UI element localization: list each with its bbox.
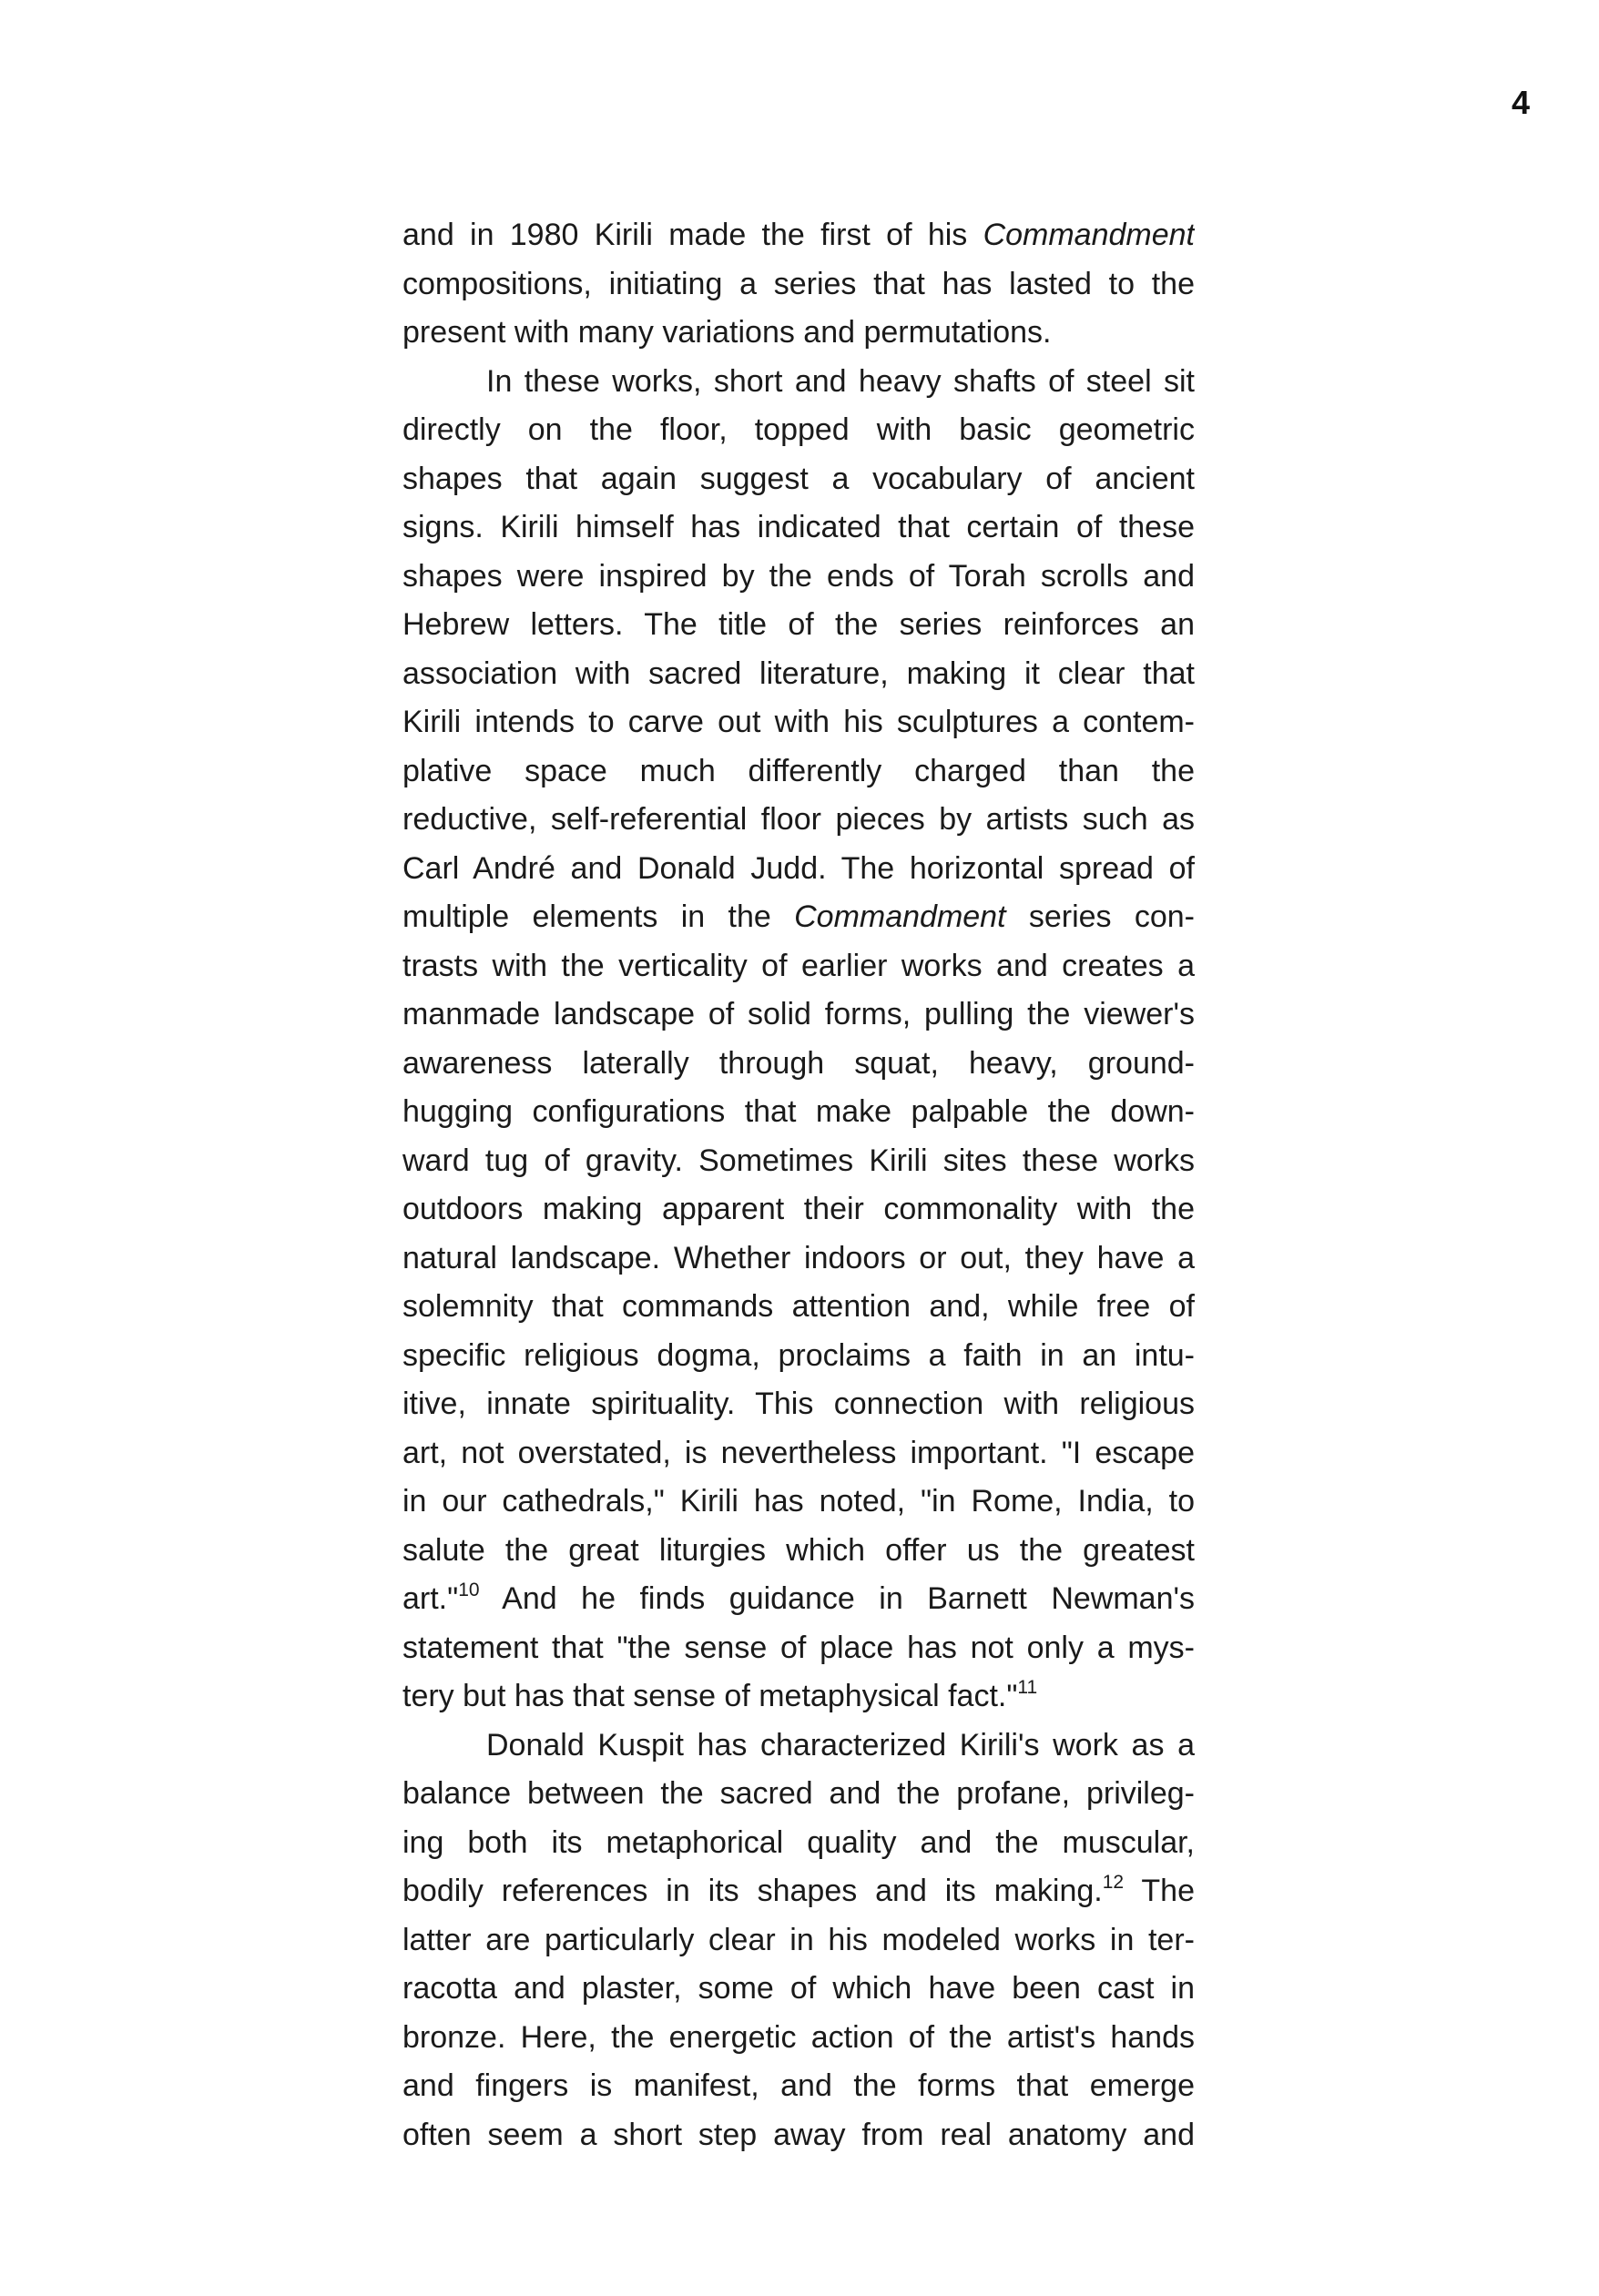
- text-line: [402, 1672, 1195, 1722]
- text-run: association with sacred literature, making it clear that: [402, 655, 1195, 691]
- text-run: manmade landscape of solid forms, pulling the viewer's: [402, 997, 1195, 1031]
- text-line: [402, 1283, 1195, 1332]
- text-line: [402, 1527, 1195, 1576]
- text-run: shapes that again suggest a vocabulary of ancient: [402, 461, 1195, 496]
- text-run: bodily references in its shapes and its making.: [402, 1874, 1103, 1908]
- text-line: [402, 1332, 1195, 1381]
- text-run: racotta and plaster, some of which have been cast in: [402, 1971, 1195, 2006]
- text-line: [402, 1185, 1195, 1234]
- text-run: outdoors making apparent their commonality with the: [402, 1192, 1195, 1226]
- text-line: [402, 1088, 1195, 1137]
- text-run: And he finds guidance in Barnett Newman's: [479, 1581, 1195, 1616]
- text-line: [402, 1722, 1195, 1771]
- text-line: [402, 893, 1195, 942]
- text-run: compositions, initiating a series that has lasted to the: [402, 266, 1195, 301]
- text-line: [402, 455, 1195, 504]
- text-line: [402, 2014, 1195, 2063]
- text-run: itive, innate spirituality. This connection with religious: [402, 1387, 1195, 1421]
- text-line: [402, 2062, 1195, 2111]
- italic-title: Commandment: [983, 218, 1195, 252]
- text-run: In these works, short and heavy shafts of steel sit: [486, 363, 1195, 399]
- text-line: [402, 1624, 1195, 1673]
- text-run: Donald Kuspit has characterized Kirili's work as a: [486, 1727, 1195, 1763]
- text-run: multiple elements in the: [402, 899, 795, 934]
- text-line: [402, 553, 1195, 602]
- text-run: ward tug of gravity. Sometimes Kirili sites these works: [402, 1143, 1195, 1178]
- text-line: [402, 601, 1195, 650]
- page-number: 4: [1512, 84, 1531, 121]
- text-run: plative space much differently charged than the: [402, 753, 1195, 788]
- text-run: and in 1980 Kirili made the first of his: [402, 218, 983, 252]
- text-run: ing both its metaphorical quality and the muscular,: [402, 1824, 1195, 1860]
- text-run: hugging configurations that make palpable the down-: [402, 1094, 1195, 1129]
- text-run: bronze. Here, the energetic action of the artist's hands: [402, 2019, 1195, 2055]
- text-run: Kirili intends to carve out with his sculptures a contem-: [402, 705, 1195, 739]
- text-run: specific religious dogma, proclaims a faith in an intu-: [402, 1337, 1195, 1373]
- text-line: [402, 991, 1195, 1040]
- italic-title: Commandment: [794, 899, 1006, 934]
- text-line: [402, 406, 1195, 455]
- text-run: art.": [402, 1581, 459, 1616]
- text-run: solemnity that commands attention and, while free of: [402, 1289, 1195, 1324]
- footnote-ref: 12: [1102, 1872, 1125, 1893]
- text-line: [402, 211, 1195, 260]
- text-line: [402, 747, 1195, 797]
- text-line: [402, 1965, 1195, 2014]
- text-line: [402, 1380, 1195, 1429]
- text-run: balance between the sacred and the profane, privileg-: [402, 1776, 1195, 1811]
- text-run: latter are particularly clear in his modeled works in ter-: [402, 1922, 1195, 1957]
- body-text: [402, 211, 1195, 2159]
- text-run: The: [1124, 1874, 1195, 1908]
- text-line: [402, 309, 1195, 358]
- text-line: [402, 1916, 1195, 1966]
- text-run: and fingers is manifest, and the forms that emerge: [402, 2068, 1195, 2103]
- text-run: in our cathedrals," Kirili has noted, "in Rome, India, to: [402, 1484, 1195, 1519]
- text-line: [402, 1137, 1195, 1186]
- text-run: signs. Kirili himself has indicated that certain of these: [402, 510, 1195, 544]
- text-line: [402, 503, 1195, 553]
- text-line: [402, 650, 1195, 699]
- text-run: natural landscape. Whether indoors or out, they have a: [402, 1240, 1195, 1275]
- text-line: [402, 260, 1195, 310]
- text-run: tery but has that sense of metaphysical fact.": [402, 1679, 1018, 1713]
- text-run: Hebrew letters. The title of the series reinforces an: [402, 607, 1195, 642]
- text-line: [402, 2111, 1195, 2160]
- text-line: [402, 796, 1195, 845]
- text-line: [402, 1819, 1195, 1868]
- text-line: [402, 845, 1195, 894]
- text-line: [402, 1575, 1195, 1624]
- text-line: [402, 698, 1195, 747]
- footnote-ref: 10: [458, 1580, 480, 1600]
- text-line: [402, 1478, 1195, 1527]
- text-run: shapes were inspired by the ends of Torah scrolls and: [402, 558, 1195, 594]
- text-run: trasts with the verticality of earlier works and creates a: [402, 948, 1195, 983]
- text-run: art, not overstated, is nevertheless important. "I escape: [402, 1435, 1195, 1470]
- text-line: [402, 942, 1195, 991]
- text-run: Carl André and Donald Judd. The horizontal spread of: [402, 850, 1195, 886]
- text-run: salute the great liturgies which offer us the greatest: [402, 1532, 1195, 1568]
- text-run: often seem a short step away from real anatomy and: [402, 2117, 1195, 2152]
- text-line: [402, 1770, 1195, 1819]
- text-line: [402, 1234, 1195, 1284]
- text-run: directly on the floor, topped with basic geometric: [402, 412, 1195, 447]
- text-run: series con-: [1005, 899, 1195, 934]
- text-run: present with many variations and permutations.: [402, 315, 1052, 350]
- footnote-ref: 11: [1017, 1677, 1038, 1698]
- text-run: reductive, self-referential floor pieces by artists such as: [402, 802, 1195, 837]
- text-run: statement that "the sense of place has not only a mys-: [402, 1630, 1195, 1665]
- text-line: [402, 1040, 1195, 1089]
- text-run: awareness laterally through squat, heavy, ground-: [402, 1045, 1195, 1081]
- text-line: [402, 1867, 1195, 1916]
- text-line: [402, 358, 1195, 407]
- text-line: [402, 1429, 1195, 1478]
